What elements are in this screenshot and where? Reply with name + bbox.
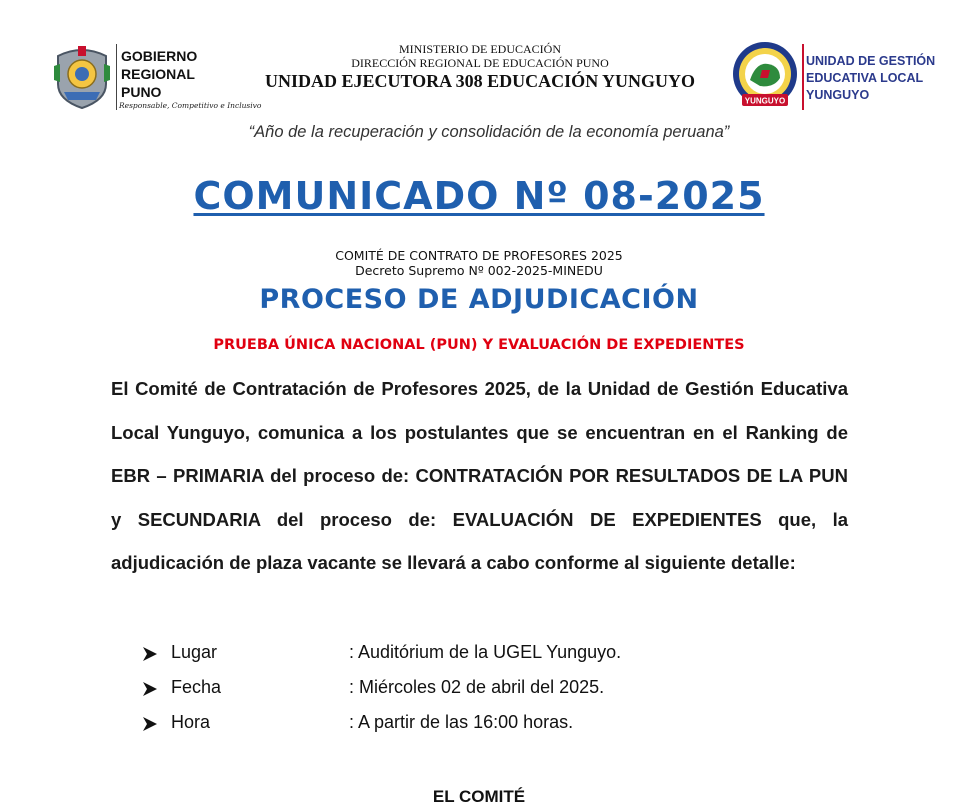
header-left-divider xyxy=(116,44,117,110)
ugel-name xyxy=(806,53,935,104)
ministry-name: MINISTERIO DE EDUCACIÓN xyxy=(399,42,561,56)
executing-unit: UNIDAD EJECUTORA 308 EDUCACIÓN YUNGUYO xyxy=(264,71,696,91)
detail-value: : Miércoles 02 de abril del 2025. xyxy=(349,677,605,697)
gr-line-2: REGIONAL xyxy=(121,66,195,82)
regional-direction: DIRECCIÓN REGIONAL DE EDUCACIÓN PUNO xyxy=(351,56,609,70)
ugel-line-3: YUNGUYO xyxy=(806,88,870,102)
gr-line-1: GOBIERNO xyxy=(121,48,198,64)
header-right-divider xyxy=(802,44,804,110)
header-center xyxy=(240,42,720,92)
body-paragraph: El Comité de Contratación de Profesores 2025, de la Unidad de Gestión Educativa Local Yunguyo, comunica a los postulantes que se encuentran en el Ranking de EBR – PRIMARIA del proceso de: CONTRATACIÓN POR RESULTADOS DE LA PUN y SECUNDARIA del proceso de: EVALUACIÓN DE EXPEDIENTES que, la adjudicación de plaza vacante se llevará a cabo conforme al siguiente detalle: xyxy=(111,378,848,573)
gobierno-regional-name xyxy=(121,47,197,101)
detail-label: Fecha xyxy=(171,677,222,697)
arrow-bullet-icon xyxy=(140,677,160,701)
document-title: COMUNICADO Nº 08-2025 xyxy=(193,174,765,218)
seal-banner-text: YUNGUYO xyxy=(744,96,786,106)
decree-reference: Decreto Supremo Nº 002-2025-MINEDU xyxy=(355,263,603,278)
detail-value: : A partir de las 16:00 horas. xyxy=(349,712,574,732)
detail-label: Lugar xyxy=(171,642,218,662)
process-subtitle: PROCESO DE ADJUDICACIÓN xyxy=(259,284,699,315)
ugel-yunguyo-seal xyxy=(730,40,800,112)
committee-name: COMITÉ DE CONTRATO DE PROFESORES 2025 xyxy=(335,248,623,263)
gobierno-regional-logo xyxy=(50,42,114,110)
arrow-bullet-icon xyxy=(140,642,160,666)
detail-label: Hora xyxy=(171,712,211,732)
arrow-bullet-icon xyxy=(140,712,160,736)
exam-line: PRUEBA ÚNICA NACIONAL (PUN) Y EVALUACIÓN DE EXPEDIENTES xyxy=(213,337,745,353)
detail-value: : Auditórium de la UGEL Yunguyo. xyxy=(349,642,622,662)
ugel-line-2: EDUCATIVA LOCAL xyxy=(806,71,924,85)
ugel-line-1: UNIDAD DE GESTIÓN xyxy=(806,54,936,68)
gr-slogan: Responsable, Competitivo e Inclusivo xyxy=(119,101,262,110)
year-motto: “Año de la recuperación y consolidación de la economía peruana” xyxy=(248,123,730,141)
gr-line-3: PUNO xyxy=(121,84,162,100)
signature: EL COMITÉ xyxy=(432,787,526,806)
